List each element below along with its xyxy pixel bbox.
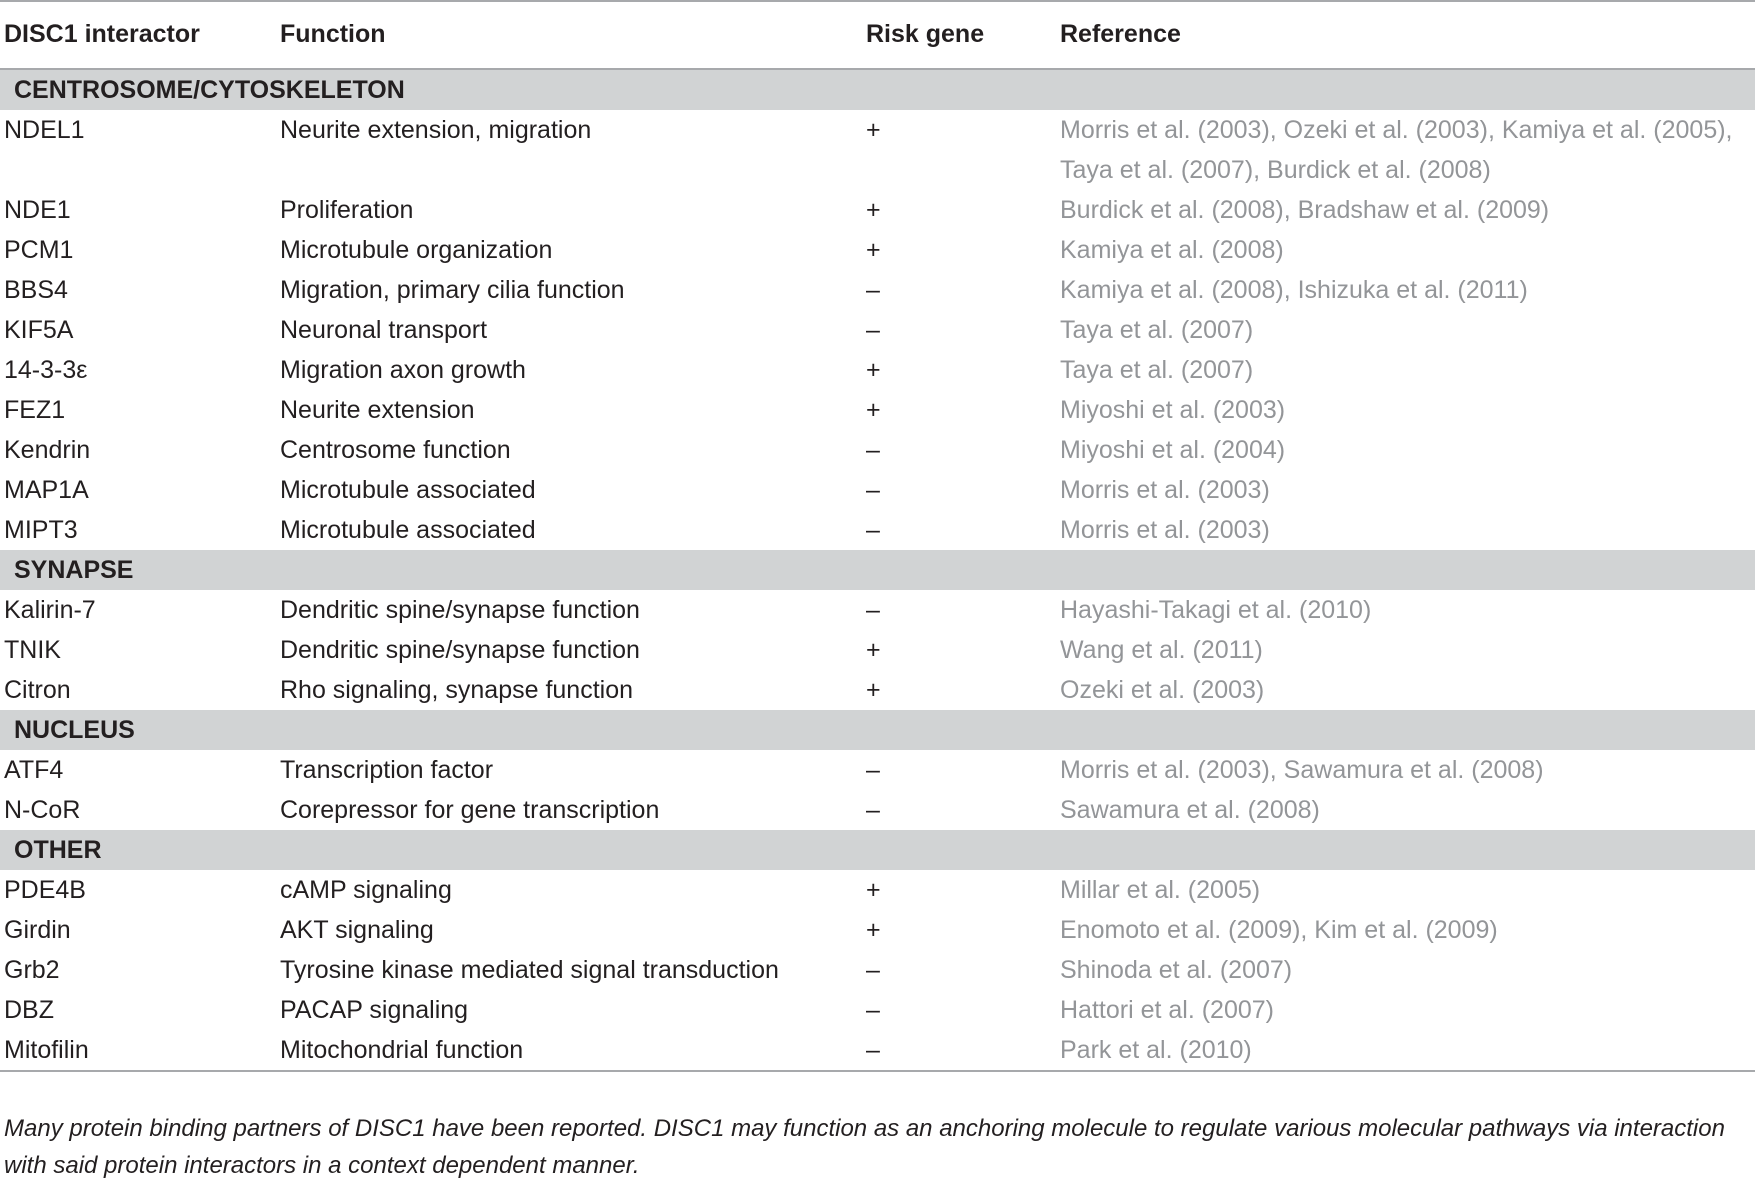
interactor-name: Grb2 (4, 956, 60, 984)
bottom-rule (0, 1070, 1755, 1072)
reference-cell (1060, 590, 1371, 630)
reference-cell (1060, 470, 1270, 510)
table-row (0, 990, 1755, 1030)
risk-gene-mark: + (866, 236, 881, 264)
header-function: Function (280, 20, 386, 48)
interactor-name: Citron (4, 676, 71, 704)
reference-cell (1060, 110, 1733, 190)
table-row (0, 670, 1755, 710)
reference-cell (1060, 430, 1285, 470)
section-header (0, 550, 1755, 590)
reference-text: Morris et al. (2003) (1060, 516, 1270, 544)
interactor-name: PDE4B (4, 876, 86, 904)
section-header (0, 70, 1755, 110)
reference-cell (1060, 790, 1320, 830)
interactor-function: cAMP signaling (280, 876, 452, 904)
risk-gene-mark: – (866, 476, 880, 504)
risk-gene-mark: + (866, 876, 881, 904)
reference-text: Taya et al. (2007) (1060, 356, 1254, 384)
interactor-function: Corepressor for gene transcription (280, 796, 660, 824)
interactor-function: Mitochondrial function (280, 1036, 524, 1064)
interactor-name: Kalirin-7 (4, 596, 96, 624)
section-title: CENTROSOME/CYTOSKELETON (14, 76, 405, 104)
reference-text: Morris et al. (2003), Sawamura et al. (2008) (1060, 756, 1544, 784)
table-row (0, 950, 1755, 990)
table-row (0, 350, 1755, 390)
table-row (0, 470, 1755, 510)
table-row (0, 190, 1755, 230)
reference-text: Morris et al. (2003) (1060, 476, 1270, 504)
table-row (0, 230, 1755, 270)
reference-cell (1060, 670, 1264, 710)
interactor-name: PCM1 (4, 236, 74, 264)
interactor-function: Dendritic spine/synapse function (280, 636, 640, 664)
reference-cell (1060, 510, 1270, 550)
reference-cell (1060, 990, 1274, 1030)
risk-gene-mark: – (866, 1036, 880, 1064)
table-row (0, 630, 1755, 670)
reference-text: Kamiya et al. (2008) (1060, 236, 1284, 264)
interactor-function: Neurite extension (280, 396, 475, 424)
reference-text: Millar et al. (2005) (1060, 876, 1261, 904)
interactor-function: Microtubule associated (280, 516, 536, 544)
interactor-name: Kendrin (4, 436, 91, 464)
table-row (0, 430, 1755, 470)
table-row (0, 510, 1755, 550)
reference-text: Sawamura et al. (2008) (1060, 796, 1320, 824)
header-reference: Reference (1060, 20, 1181, 48)
reference-text: Wang et al. (2011) (1060, 636, 1263, 664)
section-header (0, 710, 1755, 750)
interactor-function: Migration axon growth (280, 356, 526, 384)
reference-text: Shinoda et al. (2007) (1060, 956, 1293, 984)
reference-text: Miyoshi et al. (2004) (1060, 436, 1286, 464)
risk-gene-mark: + (866, 676, 881, 704)
interactor-name: FEZ1 (4, 396, 66, 424)
risk-gene-mark: – (866, 276, 880, 304)
reference-cell (1060, 350, 1253, 390)
reference-text: Miyoshi et al. (2003) (1060, 396, 1286, 424)
table-body (0, 70, 1755, 1070)
risk-gene-mark: – (866, 956, 880, 984)
interactor-name: MIPT3 (4, 516, 78, 544)
risk-gene-mark: + (866, 356, 881, 384)
risk-gene-mark: + (866, 396, 881, 424)
interactor-function: PACAP signaling (280, 996, 469, 1024)
caption-line: Many protein binding partners of DISC1 have been reported. DISC1 may function as an anchoring molecule to regulate various molecular pathways via interaction (4, 1115, 1725, 1142)
interactor-name: 14-3-3ε (4, 356, 88, 384)
reference-text: Hattori et al. (2007) (1060, 996, 1274, 1024)
table-row (0, 270, 1755, 310)
table-row (0, 910, 1755, 950)
interactor-function: Microtubule organization (280, 236, 553, 264)
section-title: NUCLEUS (14, 716, 135, 744)
risk-gene-mark: – (866, 316, 880, 344)
risk-gene-mark: – (866, 516, 880, 544)
reference-text: Burdick et al. (2008), Bradshaw et al. (2009) (1060, 196, 1550, 224)
interactor-function: Dendritic spine/synapse function (280, 596, 640, 624)
interactor-name: MAP1A (4, 476, 89, 504)
table-row (0, 870, 1755, 910)
reference-text: Taya et al. (2007) (1060, 316, 1254, 344)
reference-cell (1060, 390, 1285, 430)
reference-text: Park et al. (2010) (1060, 1036, 1252, 1064)
reference-cell (1060, 310, 1253, 350)
section-header (0, 830, 1755, 870)
header-interactor: DISC1 interactor (4, 20, 200, 48)
table-row (0, 790, 1755, 830)
table-row (0, 590, 1755, 630)
reference-cell (1060, 750, 1544, 790)
interactor-function: Transcription factor (280, 756, 494, 784)
interactor-name: KIF5A (4, 316, 74, 344)
reference-cell (1060, 230, 1284, 270)
reference-cell (1060, 870, 1260, 910)
interactor-function: Migration, primary cilia function (280, 276, 625, 304)
reference-cell (1060, 1030, 1252, 1070)
interactor-name: DBZ (4, 996, 54, 1024)
risk-gene-mark: + (866, 916, 881, 944)
table-row (0, 1030, 1755, 1070)
reference-text: Morris et al. (2003), Ozeki et al. (2003), Kamiya et al. (2005), (1060, 116, 1733, 144)
table-header-row (0, 2, 1755, 68)
reference-text: Taya et al. (2007), Burdick et al. (2008) (1060, 156, 1491, 184)
interactor-name: TNIK (4, 636, 61, 664)
interactor-name: BBS4 (4, 276, 68, 304)
table-row (0, 310, 1755, 350)
interactor-function: Neuronal transport (280, 316, 488, 344)
reference-cell (1060, 910, 1498, 950)
interactor-name: ATF4 (4, 756, 64, 784)
risk-gene-mark: – (866, 436, 880, 464)
risk-gene-mark: + (866, 196, 881, 224)
interactor-function: Neurite extension, migration (280, 116, 592, 144)
interactor-function: Rho signaling, synapse function (280, 676, 634, 704)
reference-text: Enomoto et al. (2009), Kim et al. (2009) (1060, 916, 1498, 944)
section-title: OTHER (14, 836, 102, 864)
caption-line: with said protein interactors in a context dependent manner. (4, 1152, 640, 1179)
interactor-function: AKT signaling (280, 916, 434, 944)
table-row (0, 750, 1755, 790)
reference-text: Kamiya et al. (2008), Ishizuka et al. (2011) (1060, 276, 1528, 304)
risk-gene-mark: – (866, 756, 880, 784)
risk-gene-mark: – (866, 996, 880, 1024)
interactor-name: Girdin (4, 916, 71, 944)
risk-gene-mark: – (866, 596, 880, 624)
interactor-function: Centrosome function (280, 436, 511, 464)
section-title: SYNAPSE (14, 556, 134, 584)
interactor-name: N-CoR (4, 796, 81, 824)
table-row (0, 110, 1755, 190)
reference-cell (1060, 630, 1263, 670)
interactor-function: Proliferation (280, 196, 414, 224)
reference-cell (1060, 270, 1528, 310)
interactor-name: NDEL1 (4, 116, 85, 144)
risk-gene-mark: + (866, 636, 881, 664)
interactor-function: Microtubule associated (280, 476, 536, 504)
risk-gene-mark: + (866, 116, 881, 144)
interactor-name: NDE1 (4, 196, 71, 224)
header-risk-gene: Risk gene (866, 20, 985, 48)
table-row (0, 390, 1755, 430)
interactor-function: Tyrosine kinase mediated signal transduction (280, 956, 779, 984)
table-caption (4, 1110, 1749, 1184)
reference-text: Ozeki et al. (2003) (1060, 676, 1265, 704)
reference-text: Hayashi-Takagi et al. (2010) (1060, 596, 1372, 624)
reference-cell (1060, 190, 1549, 230)
interactor-name: Mitofilin (4, 1036, 89, 1064)
risk-gene-mark: – (866, 796, 880, 824)
reference-cell (1060, 950, 1292, 990)
